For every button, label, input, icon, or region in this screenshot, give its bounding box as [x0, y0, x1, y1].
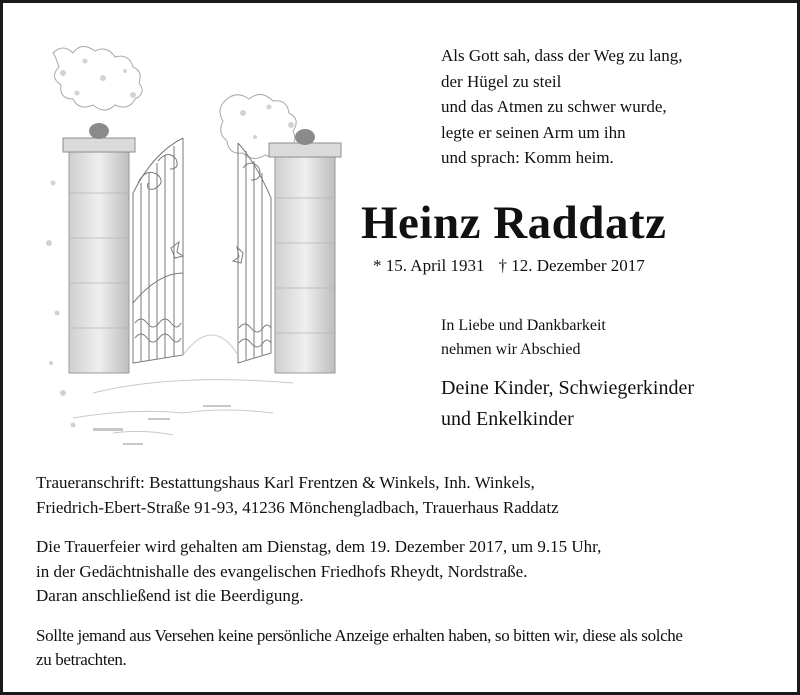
farewell-line: In Liebe und Dankbarkeit: [441, 317, 606, 334]
poem-line: legte er seinen Arm um ihn: [441, 122, 626, 142]
address-line: Friedrich-Ebert-Straße 91-93, 41236 Mönchengladbach, Trauerhaus Raddatz: [36, 497, 559, 517]
mourners: [441, 373, 694, 435]
ceremony-line: in der Gedächtnishalle des evangelischen Friedhofs Rheydt, Nordstraße.: [36, 561, 528, 581]
poem-line: Als Gott sah, dass der Weg zu lang,: [441, 46, 683, 65]
mourning-address: [36, 471, 559, 520]
farewell-text: [441, 314, 606, 362]
notice-line: Sollte jemand aus Versehen keine persönliche Anzeige erhalten haben, so bitten wir, diese als solche: [36, 626, 683, 645]
death-date: † 12. Dezember 2017: [498, 256, 645, 275]
poem-line: und das Atmen zu schwer wurde,: [441, 97, 667, 116]
garden-gate-icon: [33, 33, 343, 458]
farewell-line: nehmen wir Abschied: [441, 341, 581, 358]
poem: [441, 43, 682, 171]
ceremony-line: Daran anschließend ist die Beerdigung.: [36, 586, 304, 605]
poem-line: der Hügel zu steil: [441, 71, 562, 91]
ceremony-details: [36, 535, 601, 609]
mourners-line: und Enkelkinder: [441, 408, 574, 430]
address-line: Traueranschrift: Bestattungshaus Karl Frentzen & Winkels, Inh. Winkels,: [36, 473, 535, 492]
mourners-line: Deine Kinder, Schwiegerkinder: [441, 377, 694, 399]
deceased-name: Heinz Raddatz: [361, 197, 667, 249]
birth-date: * 15. April 1931: [373, 256, 485, 275]
notice-text: [36, 624, 683, 672]
poem-line: und sprach: Komm heim.: [441, 148, 614, 167]
notice-line: zu betrachten.: [36, 650, 127, 669]
garden-gate-illustration: [33, 33, 343, 458]
ceremony-line: Die Trauerfeier wird gehalten am Dienstag, dem 19. Dezember 2017, um 9.15 Uhr,: [36, 537, 602, 556]
life-dates: [373, 255, 645, 277]
